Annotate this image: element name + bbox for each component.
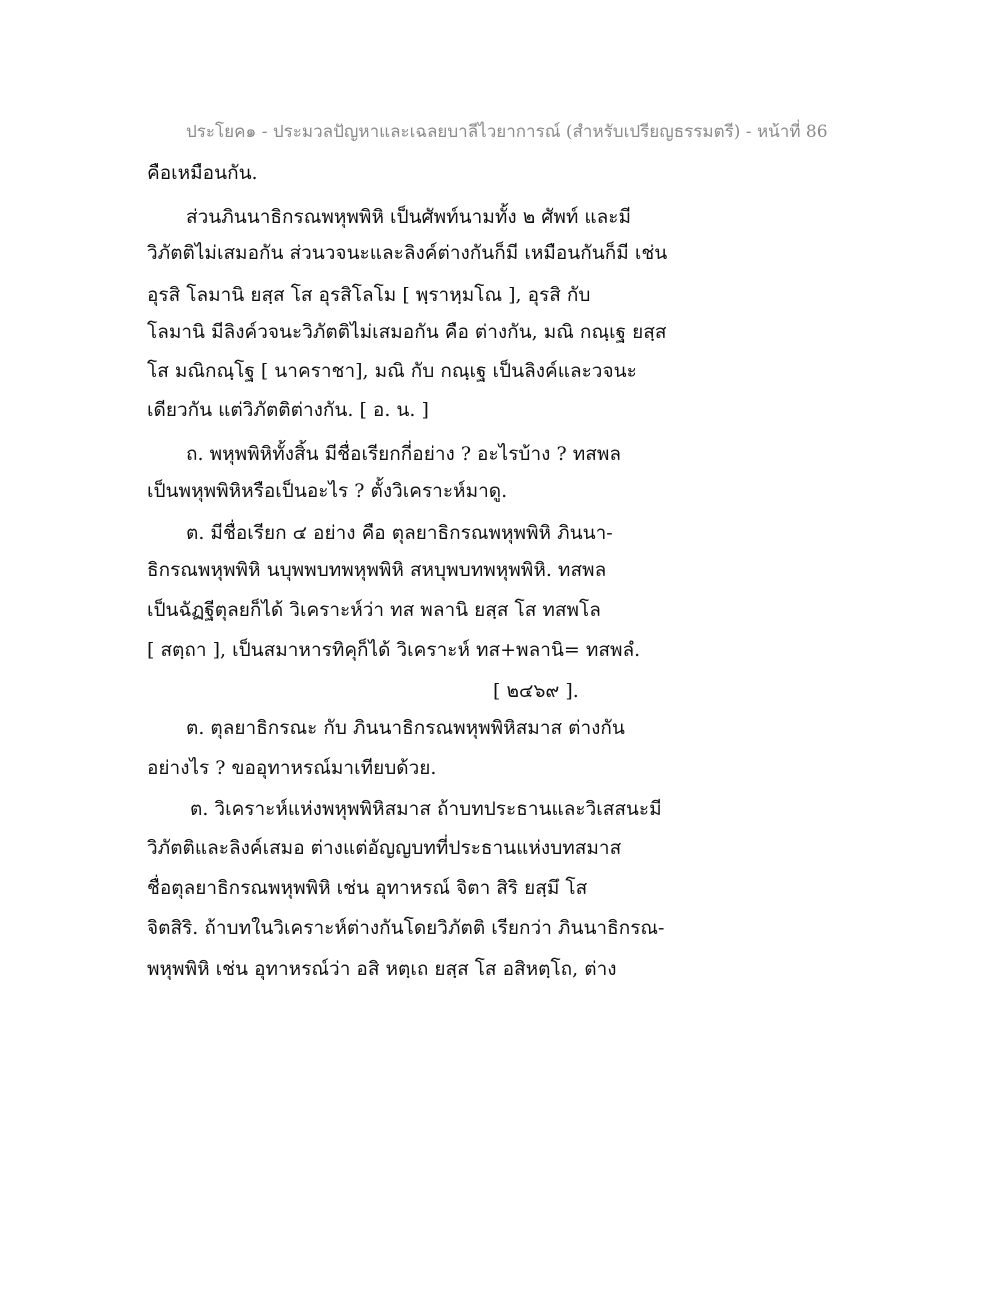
text-line: ส่วนภินนาธิกรณพหุพพิหิ เป็นศัพท์นามทั้ง ๒ ศัพท์ และมี	[186, 206, 632, 228]
text-line: [ สตฺถา ], เป็นสมาหารทิคุก็ได้ วิเคราะห์ ทส+พลานิ= ทสพลํ.	[147, 639, 641, 661]
text-line: ต. มีชื่อเรียก ๔ อย่าง คือ ตุลยาธิกรณพหุพพิหิ ภินนา-	[186, 522, 613, 544]
text-line: ชื่อตุลยาธิกรณพหุพพิหิ เช่น อุทาหรณ์ จิตา สิริ ยสฺมึ โส	[147, 877, 588, 899]
text-line: จิตสิริ. ถ้าบทในวิเคราะห์ต่างกันโดยวิภัตติ เรียกว่า ภินนาธิกรณ-	[147, 917, 665, 939]
text-line: วิภัตติและลิงค์เสมอ ต่างแต่อัญญบทที่ประธานแห่งบทสมาส	[147, 837, 622, 859]
text-line: คือเหมือนกัน.	[147, 162, 258, 184]
text-line: ต. วิเคราะห์แห่งพหุพพิหิสมาส ถ้าบทประธานและวิเสสนะมี	[190, 798, 662, 820]
text-line: ธิกรณพหุพพิหิ นบุพพบทพหุพพิหิ สหบุพบทพหุพพิหิ. ทสพล	[147, 559, 607, 581]
text-line: [ ๒๔๖๙ ].	[493, 680, 579, 702]
page-header: ประโยค๑ - ประมวลปัญหาและเฉลยบาลีไวยาการณ์ (สำหรับเปรียญธรรมตรี) - หน้าที่ 86	[186, 122, 828, 142]
text-line: เป็นฉัฏฐีตุลยก็ได้ วิเคราะห์ว่า ทส พลานิ ยสฺส โส ทสพโล	[147, 599, 601, 621]
text-line: วิภัตติไม่เสมอกัน ส่วนวจนะและลิงค์ต่างกันก็มี เหมือนกันก็มี เช่น	[147, 242, 668, 264]
text-line: ถ. พหุพพิหิทั้งสิ้น มีชื่อเรียกกี่อย่าง ? อะไรบ้าง ? ทสพล	[186, 443, 621, 465]
text-line: โลมานิ มีลิงค์วจนะวิภัตติไม่เสมอกัน คือ ต่างกัน, มณิ กณฺเฐ ยสฺส	[147, 321, 667, 343]
text-line: เป็นพหุพพิหิหรือเป็นอะไร ? ตั้งวิเคราะห์มาดู.	[147, 480, 508, 502]
text-line: เดียวกัน แต่วิภัตติต่างกัน. [ อ. น. ]	[147, 399, 429, 421]
text-line: อย่างไร ? ขออุทาหรณ์มาเทียบด้วย.	[147, 757, 437, 779]
text-line: โส มณิกณฺโฐ [ นาคราชา], มณิ กับ กณฺเฐ เป็นลิงค์และวจนะ	[147, 360, 637, 382]
text-line: ต. ตุลยาธิกรณะ กับ ภินนาธิกรณพหุพพิหิสมาส ต่างกัน	[186, 717, 625, 739]
text-line: อุรสิ โลมานิ ยสฺส โส อุรสิโลโม [ พฺราหฺมโณ ], อุรสิ กับ	[147, 284, 591, 306]
text-line: พหุพพิหิ เช่น อุทาหรณ์ว่า อสิ หตฺเถ ยสฺส โส อสิหตฺโถ, ต่าง	[147, 958, 617, 980]
